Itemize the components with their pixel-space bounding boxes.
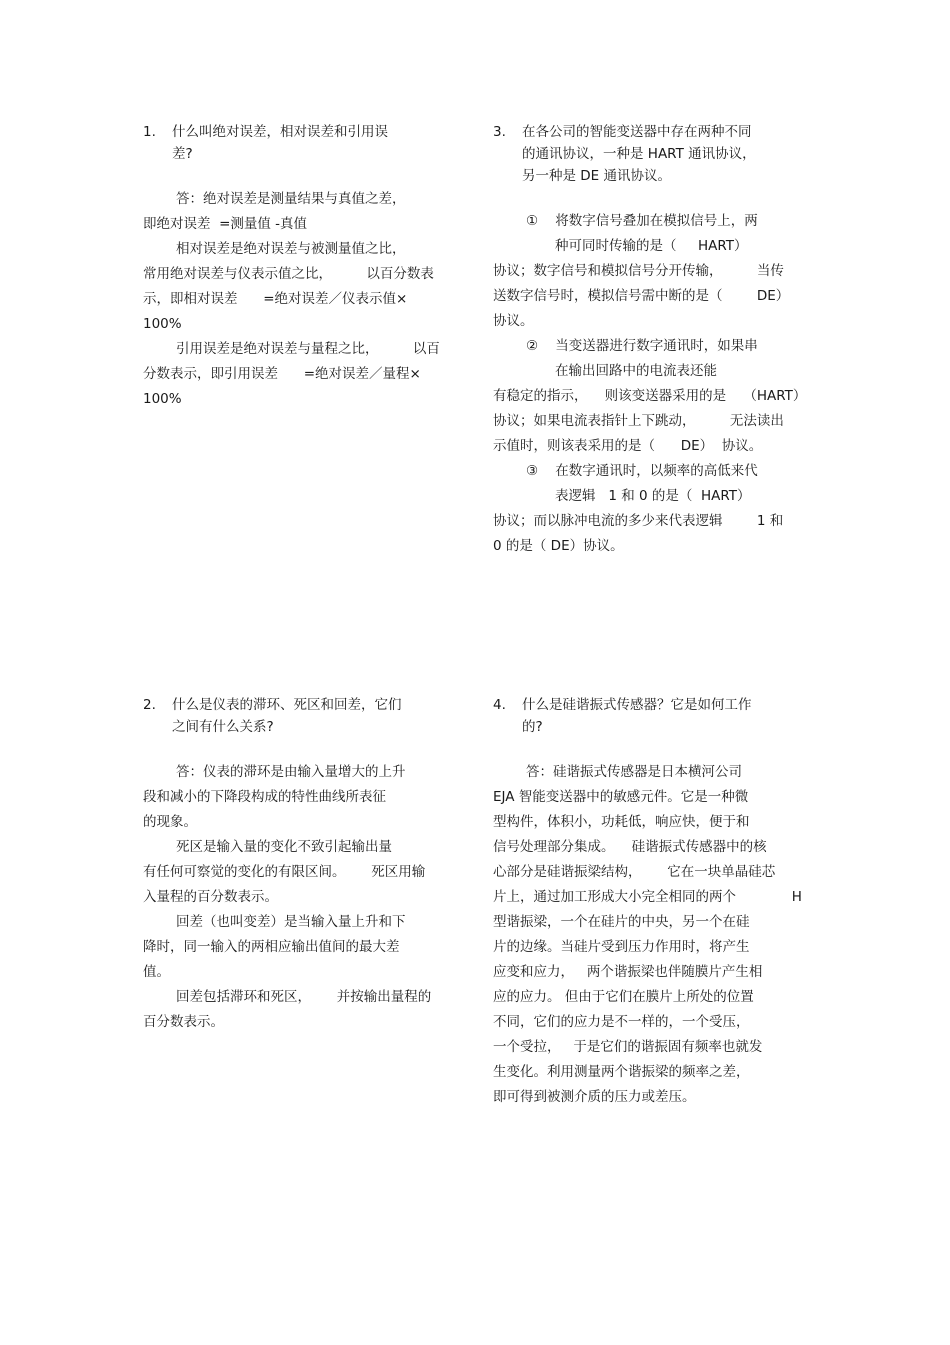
answer-line: 入量程的百分数表示。 xyxy=(143,889,278,905)
answer-line: 常用绝对误差与仪表示值之比， 以百分数表 xyxy=(143,266,434,282)
answer-line: 100% xyxy=(143,391,182,407)
answer-line: 送数字信号时，模拟信号需中断的是（ DE） xyxy=(493,288,790,304)
question-heading xyxy=(493,121,813,187)
question-heading xyxy=(143,694,473,738)
question-text: 什么是仪表的滞环、死区和回差，它们 之间有什么关系? xyxy=(172,697,402,735)
answer-line: 即可得到被测介质的压力或差压。 xyxy=(493,1089,696,1105)
answer-line: 答：绝对误差是测量结果与真值之差， xyxy=(176,191,406,207)
answer-line: 示值时，则该表采用的是（ DE） 协议。 xyxy=(493,438,763,454)
answer-line: 心部分是硅谐振梁结构， 它在一块单晶硅芯 xyxy=(493,864,776,880)
question-3 xyxy=(493,121,813,559)
question-number: 2. xyxy=(143,697,156,713)
answer-line: 型谐振梁，一个在硅片的中央，另一个在硅 xyxy=(493,914,750,930)
answer-line: 引用误差是绝对误差与量程之比， 以百 xyxy=(176,341,440,357)
question-number: 1. xyxy=(143,124,156,140)
answer-line: 100% xyxy=(143,316,182,332)
answer xyxy=(143,187,473,412)
answer xyxy=(493,760,813,1110)
answer-line: 协议；而以脉冲电流的多少来代表逻辑 1 和 xyxy=(493,513,784,529)
answer xyxy=(143,760,473,1035)
answer-line: 示，即相对误差 =绝对误差／仪表示值× xyxy=(143,291,408,307)
answer-line: 分数表示，即引用误差 =绝对误差／量程× xyxy=(143,366,421,382)
answer-line: 回差（也叫变差）是当输入量上升和下 xyxy=(176,914,406,930)
answer-line: 即绝对误差 =测量值 -真值 xyxy=(143,216,308,232)
answer-line: 应的应力。 但由于它们在膜片上所处的位置 xyxy=(493,989,754,1005)
answer-line: ① 将数字信号叠加在模拟信号上，两 xyxy=(526,213,758,229)
answer-line: 百分数表示。 xyxy=(143,1014,224,1030)
answer xyxy=(493,209,813,559)
question-heading xyxy=(493,694,813,738)
answer-line: ③ 在数字通讯时，以频率的高低来代 xyxy=(526,463,758,479)
answer-line: 答：仪表的滞环是由输入量增大的上升 xyxy=(176,764,406,780)
answer-line: 应变和应力， 两个谐振梁也伴随膜片产生相 xyxy=(493,964,763,980)
answer-line: 种可同时传输的是（ HART） xyxy=(555,238,748,254)
answer-line: 相对误差是绝对误差与被测量值之比， xyxy=(176,241,406,257)
answer-line: 型构件，体积小，功耗低，响应快，便于和 xyxy=(493,814,750,830)
question-2 xyxy=(143,694,473,1035)
answer-line: 生变化。利用测量两个谐振梁的频率之差， xyxy=(493,1064,750,1080)
question-1 xyxy=(143,121,473,412)
question-number: 3. xyxy=(493,124,506,140)
answer-line: 0 的是（ DE）协议。 xyxy=(493,538,624,554)
question-text: 什么是硅谐振式传感器？它是如何工作 的? xyxy=(522,697,752,735)
answer-line: 在输出回路中的电流表还能 xyxy=(555,363,717,379)
answer-line: 有稳定的指示， 则该变送器采用的是 （HART） xyxy=(493,388,807,404)
answer-line: 片的边缘。当硅片受到压力作用时，将产生 xyxy=(493,939,750,955)
answer-line: 的现象。 xyxy=(143,814,197,830)
answer-line: 回差包括滞环和死区， 并按输出量程的 xyxy=(176,989,432,1005)
question-heading xyxy=(143,121,473,165)
answer-line: ② 当变送器进行数字通讯时，如果串 xyxy=(526,338,758,354)
question-4 xyxy=(493,694,813,1110)
question-number: 4. xyxy=(493,697,506,713)
answer-line: 降时，同一输入的两相应输出值间的最大差 xyxy=(143,939,400,955)
answer-line: 有任何可察觉的变化的有限区间。 死区用输 xyxy=(143,864,426,880)
answer-line: 死区是输入量的变化不致引起输出量 xyxy=(176,839,392,855)
answer-line: 协议；数字信号和模拟信号分开传输， 当传 xyxy=(493,263,784,279)
answer-line: 协议；如果电流表指针上下跳动， 无法读出 xyxy=(493,413,784,429)
answer-line: 段和减小的下降段构成的特性曲线所表征 xyxy=(143,789,386,805)
answer-line: 值。 xyxy=(143,964,170,980)
answer-line: 不同，它们的应力是不一样的，一个受压， xyxy=(493,1014,750,1030)
answer-line: 信号处理部分集成。 硅谐振式传感器中的核 xyxy=(493,839,767,855)
answer-line: 答：硅谐振式传感器是日本横河公司 xyxy=(526,764,742,780)
answer-line: 一个受拉， 于是它们的谐振固有频率也就发 xyxy=(493,1039,763,1055)
question-text: 在各公司的智能变送器中存在两种不同 的通讯协议，一种是 HART 通讯协议， 另一种是 DE 通讯协议。 xyxy=(522,124,756,184)
answer-line: 协议。 xyxy=(493,313,534,329)
answer-line: EJA 智能变送器中的敏感元件。它是一种微 xyxy=(493,789,749,805)
answer-line: 片上，通过加工形成大小完全相同的两个 H xyxy=(493,889,802,905)
question-text: 什么叫绝对误差，相对误差和引用误 差? xyxy=(172,124,388,162)
answer-line: 表逻辑 1 和 0 的是（ HART） xyxy=(555,488,751,504)
